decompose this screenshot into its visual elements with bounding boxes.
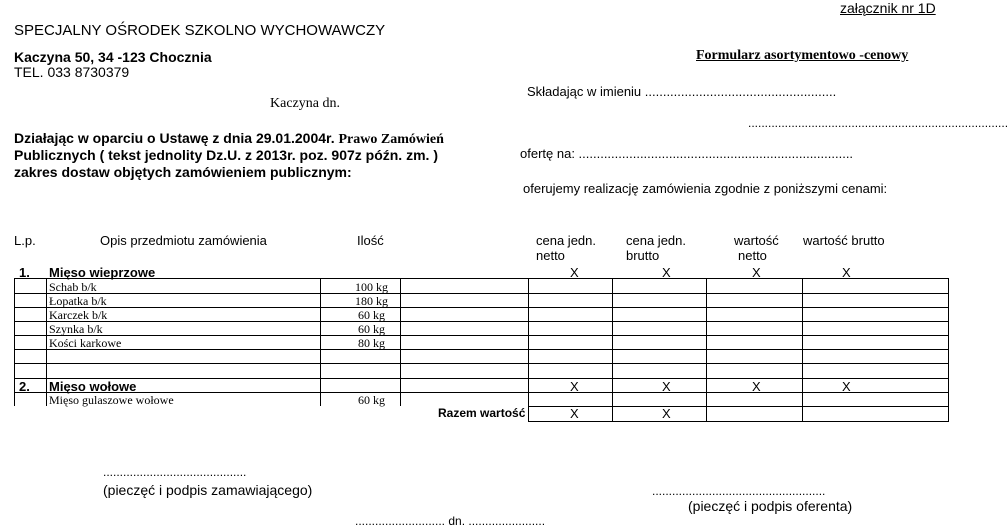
offer-line: ofertę na: ............................................................................ bbox=[520, 146, 854, 161]
item-quantity: 180 kg bbox=[355, 294, 388, 308]
section-2-x-value-gross: X bbox=[842, 379, 851, 394]
header-unit-net-1: cena jedn. bbox=[536, 233, 596, 248]
item-name: Kości karkowe bbox=[49, 336, 122, 350]
item-quantity: 60 kg bbox=[358, 393, 385, 407]
section-1-x-unit-gross: X bbox=[662, 265, 671, 280]
item-name: Karczek b/k bbox=[49, 308, 108, 322]
section-1-x-value-net: X bbox=[752, 265, 761, 280]
section-2-x-unit-net: X bbox=[570, 379, 579, 394]
signature-label-offeror: (pieczęć i podpis oferenta) bbox=[688, 498, 853, 514]
section-1-name: Mięso wieprzowe bbox=[49, 265, 156, 280]
item-name: Szynka b/k bbox=[49, 322, 103, 336]
place-date: Kaczyna dn. bbox=[270, 96, 340, 111]
signature-label-orderer: (pieczęć i podpis zamawiającego) bbox=[103, 482, 313, 498]
header-value-gross: wartość brutto bbox=[803, 233, 885, 248]
section-2-number: 2. bbox=[19, 379, 30, 394]
school-phone: TEL. 033 8730379 bbox=[14, 64, 130, 80]
section-2-name: Mięso wołowe bbox=[49, 379, 137, 394]
item-name: Łopatka b/k bbox=[49, 294, 107, 308]
total-label: Razem wartość bbox=[438, 406, 526, 420]
item-quantity: 60 kg bbox=[358, 308, 385, 322]
header-unit-net-2: netto bbox=[536, 248, 565, 263]
offer-text: oferujemy realizację zamówienia zgodnie z poniższymi cenami: bbox=[523, 181, 888, 196]
section-1-x-unit-net: X bbox=[570, 265, 579, 280]
legal-basis-line1: Działając w oparciu o Ustawę z dnia 29.01.2004r. Prawo Zamówień bbox=[14, 130, 444, 147]
legal-basis-line3: zakres dostaw objętych zamówieniem publicznym: bbox=[14, 164, 352, 180]
header-value-net-2: netto bbox=[738, 248, 767, 263]
signature-dots-left: ........................................... bbox=[103, 465, 247, 479]
header-value-net-1: wartość bbox=[734, 233, 779, 248]
item-quantity: 100 kg bbox=[355, 280, 388, 294]
school-name: SPECJALNY OŚRODEK SZKOLNO WYCHOWAWCZY bbox=[14, 22, 386, 39]
header-unit-gross-2: brutto bbox=[626, 248, 660, 263]
item-name: Mięso gulaszowe wołowe bbox=[49, 393, 174, 407]
total-x-unit-gross: X bbox=[662, 406, 671, 421]
header-unit-gross-1: cena jedn. bbox=[626, 233, 686, 248]
header-lp: L.p. bbox=[14, 233, 36, 248]
section-1-x-value-gross: X bbox=[842, 265, 851, 280]
item-quantity: 60 kg bbox=[358, 322, 385, 336]
dotted-line: .............................................................................. bbox=[748, 116, 1008, 130]
form-title: Formularz asortymentowo -cenowy bbox=[696, 48, 909, 63]
section-1-number: 1. bbox=[19, 265, 30, 280]
submitting-line: Składając w imieniu ..................................................... bbox=[527, 84, 837, 99]
header-description: Opis przedmiotu zamówienia bbox=[100, 233, 267, 248]
school-address: Kaczyna 50, 34 -123 Chocznia bbox=[14, 49, 212, 65]
section-2-x-unit-gross: X bbox=[662, 379, 671, 394]
header-quantity: Ilość bbox=[357, 233, 384, 248]
total-x-unit-net: X bbox=[570, 406, 579, 421]
item-quantity: 80 kg bbox=[358, 336, 385, 350]
legal-basis-line2: Publicznych ( tekst jednolity Dz.U. z 2013r. poz. 907z późn. zm. ) bbox=[14, 147, 438, 163]
section-2-x-value-net: X bbox=[752, 379, 761, 394]
signature-dots-right: .................................................... bbox=[652, 484, 826, 498]
attachment-label: załącznik nr 1D bbox=[840, 0, 936, 16]
item-name: Schab b/k bbox=[49, 280, 97, 294]
signature-date-line: ........................... dn. ....................... bbox=[355, 514, 546, 528]
